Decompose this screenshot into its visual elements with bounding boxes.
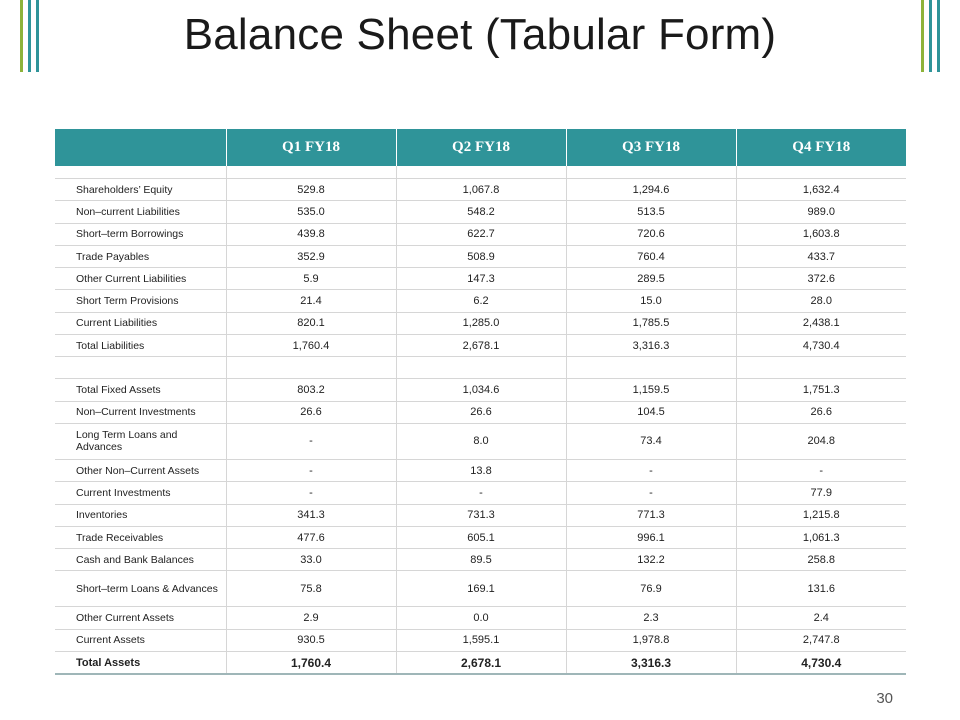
cell-q1: 26.6: [226, 401, 396, 423]
table-row: [55, 179, 906, 201]
cell-q4: 1,632.4: [736, 179, 906, 201]
cell-q1: 535.0: [226, 201, 396, 223]
row-label: Short Term Provisions: [55, 290, 226, 312]
cell-q1: 930.5: [226, 629, 396, 651]
row-label: Total Assets: [55, 652, 226, 675]
row-label: Trade Payables: [55, 245, 226, 267]
cell-q4: 372.6: [736, 268, 906, 290]
row-label: Current Assets: [55, 629, 226, 651]
cell-q2: 147.3: [396, 268, 566, 290]
cell-q1: [226, 166, 396, 179]
cell-q3: 760.4: [566, 245, 736, 267]
cell-q4: [736, 166, 906, 179]
table-row: [55, 459, 906, 481]
cell-q3: 720.6: [566, 223, 736, 245]
cell-q2: 13.8: [396, 459, 566, 481]
page-number: 30: [876, 690, 893, 707]
table-row: [55, 245, 906, 267]
row-label: Shareholders’ Equity: [55, 179, 226, 201]
row-label: Current Liabilities: [55, 312, 226, 334]
row-label: Inventories: [55, 504, 226, 526]
cell-q3: 3,316.3: [566, 335, 736, 357]
cell-q4: 28.0: [736, 290, 906, 312]
row-label: [55, 357, 226, 379]
cell-q2: 6.2: [396, 290, 566, 312]
cell-q3: [566, 166, 736, 179]
cell-q2: 89.5: [396, 549, 566, 571]
row-label: Cash and Bank Balances: [55, 549, 226, 571]
header-cell-q1: Q1 FY18: [226, 129, 396, 166]
table-row: [55, 504, 906, 526]
cell-q1: 341.3: [226, 504, 396, 526]
cell-q3: 1,785.5: [566, 312, 736, 334]
row-label: [55, 166, 226, 179]
table-row: [55, 223, 906, 245]
table-row: [55, 629, 906, 651]
cell-q2: 622.7: [396, 223, 566, 245]
cell-q4: 131.6: [736, 571, 906, 607]
cell-q4: 2,438.1: [736, 312, 906, 334]
cell-q1: 803.2: [226, 379, 396, 401]
row-label: Non–current Liabilities: [55, 201, 226, 223]
cell-q3: 1,159.5: [566, 379, 736, 401]
cell-q1: 529.8: [226, 179, 396, 201]
table-row: [55, 357, 906, 379]
cell-q1: 477.6: [226, 526, 396, 548]
table-row: [55, 571, 906, 607]
cell-q1: 5.9: [226, 268, 396, 290]
row-label: Short–term Borrowings: [55, 223, 226, 245]
cell-q1: -: [226, 482, 396, 504]
cell-q1: -: [226, 423, 396, 459]
row-label: Total Fixed Assets: [55, 379, 226, 401]
cell-q2: 8.0: [396, 423, 566, 459]
header-cell-label: [55, 129, 226, 166]
cell-q3: -: [566, 459, 736, 481]
cell-q2: 548.2: [396, 201, 566, 223]
cell-q3: 15.0: [566, 290, 736, 312]
cell-q3: 513.5: [566, 201, 736, 223]
table-row: [55, 526, 906, 548]
cell-q3: 1,978.8: [566, 629, 736, 651]
cell-q2: 169.1: [396, 571, 566, 607]
header-cell-q2: Q2 FY18: [396, 129, 566, 166]
cell-q3: 1,294.6: [566, 179, 736, 201]
cell-q3: 996.1: [566, 526, 736, 548]
table-row: [55, 335, 906, 357]
cell-q1: 1,760.4: [226, 335, 396, 357]
cell-q2: 731.3: [396, 504, 566, 526]
cell-q1: 352.9: [226, 245, 396, 267]
cell-q2: -: [396, 482, 566, 504]
row-label: Short–term Loans & Advances: [55, 571, 226, 607]
cell-q4: 77.9: [736, 482, 906, 504]
cell-q4: 1,751.3: [736, 379, 906, 401]
page-title: Balance Sheet (Tabular Form): [183, 10, 777, 59]
cell-q3: 3,316.3: [566, 652, 736, 675]
cell-q1: 2.9: [226, 607, 396, 629]
row-label: Current Investments: [55, 482, 226, 504]
row-label: Trade Receivables: [55, 526, 226, 548]
cell-q2: 605.1: [396, 526, 566, 548]
cell-q2: 508.9: [396, 245, 566, 267]
cell-q2: 0.0: [396, 607, 566, 629]
cell-q4: 433.7: [736, 245, 906, 267]
cell-q1: -: [226, 459, 396, 481]
cell-q1: 21.4: [226, 290, 396, 312]
table-row: [55, 201, 906, 223]
cell-q2: 2,678.1: [396, 335, 566, 357]
cell-q2: 1,285.0: [396, 312, 566, 334]
cell-q1: 33.0: [226, 549, 396, 571]
cell-q4: 1,061.3: [736, 526, 906, 548]
balance-sheet-table: [55, 129, 906, 675]
table-row: [55, 652, 906, 675]
table-row: [55, 549, 906, 571]
cell-q4: 1,603.8: [736, 223, 906, 245]
cell-q3: 76.9: [566, 571, 736, 607]
table-header-row: [55, 129, 906, 166]
cell-q4: [736, 357, 906, 379]
table-row: [55, 607, 906, 629]
cell-q4: 4,730.4: [736, 652, 906, 675]
table-row: [55, 312, 906, 334]
table-row: [55, 401, 906, 423]
row-label: Other Current Assets: [55, 607, 226, 629]
cell-q4: 26.6: [736, 401, 906, 423]
cell-q3: 104.5: [566, 401, 736, 423]
row-label: Long Term Loans and Advances: [55, 423, 226, 459]
cell-q2: 2,678.1: [396, 652, 566, 675]
table-row: [55, 379, 906, 401]
cell-q3: -: [566, 482, 736, 504]
cell-q3: 771.3: [566, 504, 736, 526]
row-label: Non–Current Investments: [55, 401, 226, 423]
header-cell-q3: Q3 FY18: [566, 129, 736, 166]
table-row: [55, 166, 906, 179]
table-row: [55, 268, 906, 290]
cell-q4: 2.4: [736, 607, 906, 629]
cell-q1: 820.1: [226, 312, 396, 334]
cell-q4: 989.0: [736, 201, 906, 223]
cell-q3: 73.4: [566, 423, 736, 459]
table-row: [55, 423, 906, 459]
row-label: Total Liabilities: [55, 335, 226, 357]
cell-q2: [396, 357, 566, 379]
cell-q2: 26.6: [396, 401, 566, 423]
cell-q3: 132.2: [566, 549, 736, 571]
table-row: [55, 482, 906, 504]
cell-q4: -: [736, 459, 906, 481]
cell-q3: [566, 357, 736, 379]
cell-q3: 289.5: [566, 268, 736, 290]
cell-q1: 439.8: [226, 223, 396, 245]
cell-q1: 75.8: [226, 571, 396, 607]
cell-q4: 2,747.8: [736, 629, 906, 651]
header-cell-q4: Q4 FY18: [736, 129, 906, 166]
cell-q3: 2.3: [566, 607, 736, 629]
row-label: Other Non–Current Assets: [55, 459, 226, 481]
cell-q2: 1,067.8: [396, 179, 566, 201]
cell-q2: [396, 166, 566, 179]
row-label: Other Current Liabilities: [55, 268, 226, 290]
cell-q1: 1,760.4: [226, 652, 396, 675]
cell-q4: 4,730.4: [736, 335, 906, 357]
cell-q4: 1,215.8: [736, 504, 906, 526]
table-row: [55, 290, 906, 312]
cell-q2: 1,595.1: [396, 629, 566, 651]
cell-q1: [226, 357, 396, 379]
cell-q4: 204.8: [736, 423, 906, 459]
cell-q4: 258.8: [736, 549, 906, 571]
cell-q2: 1,034.6: [396, 379, 566, 401]
